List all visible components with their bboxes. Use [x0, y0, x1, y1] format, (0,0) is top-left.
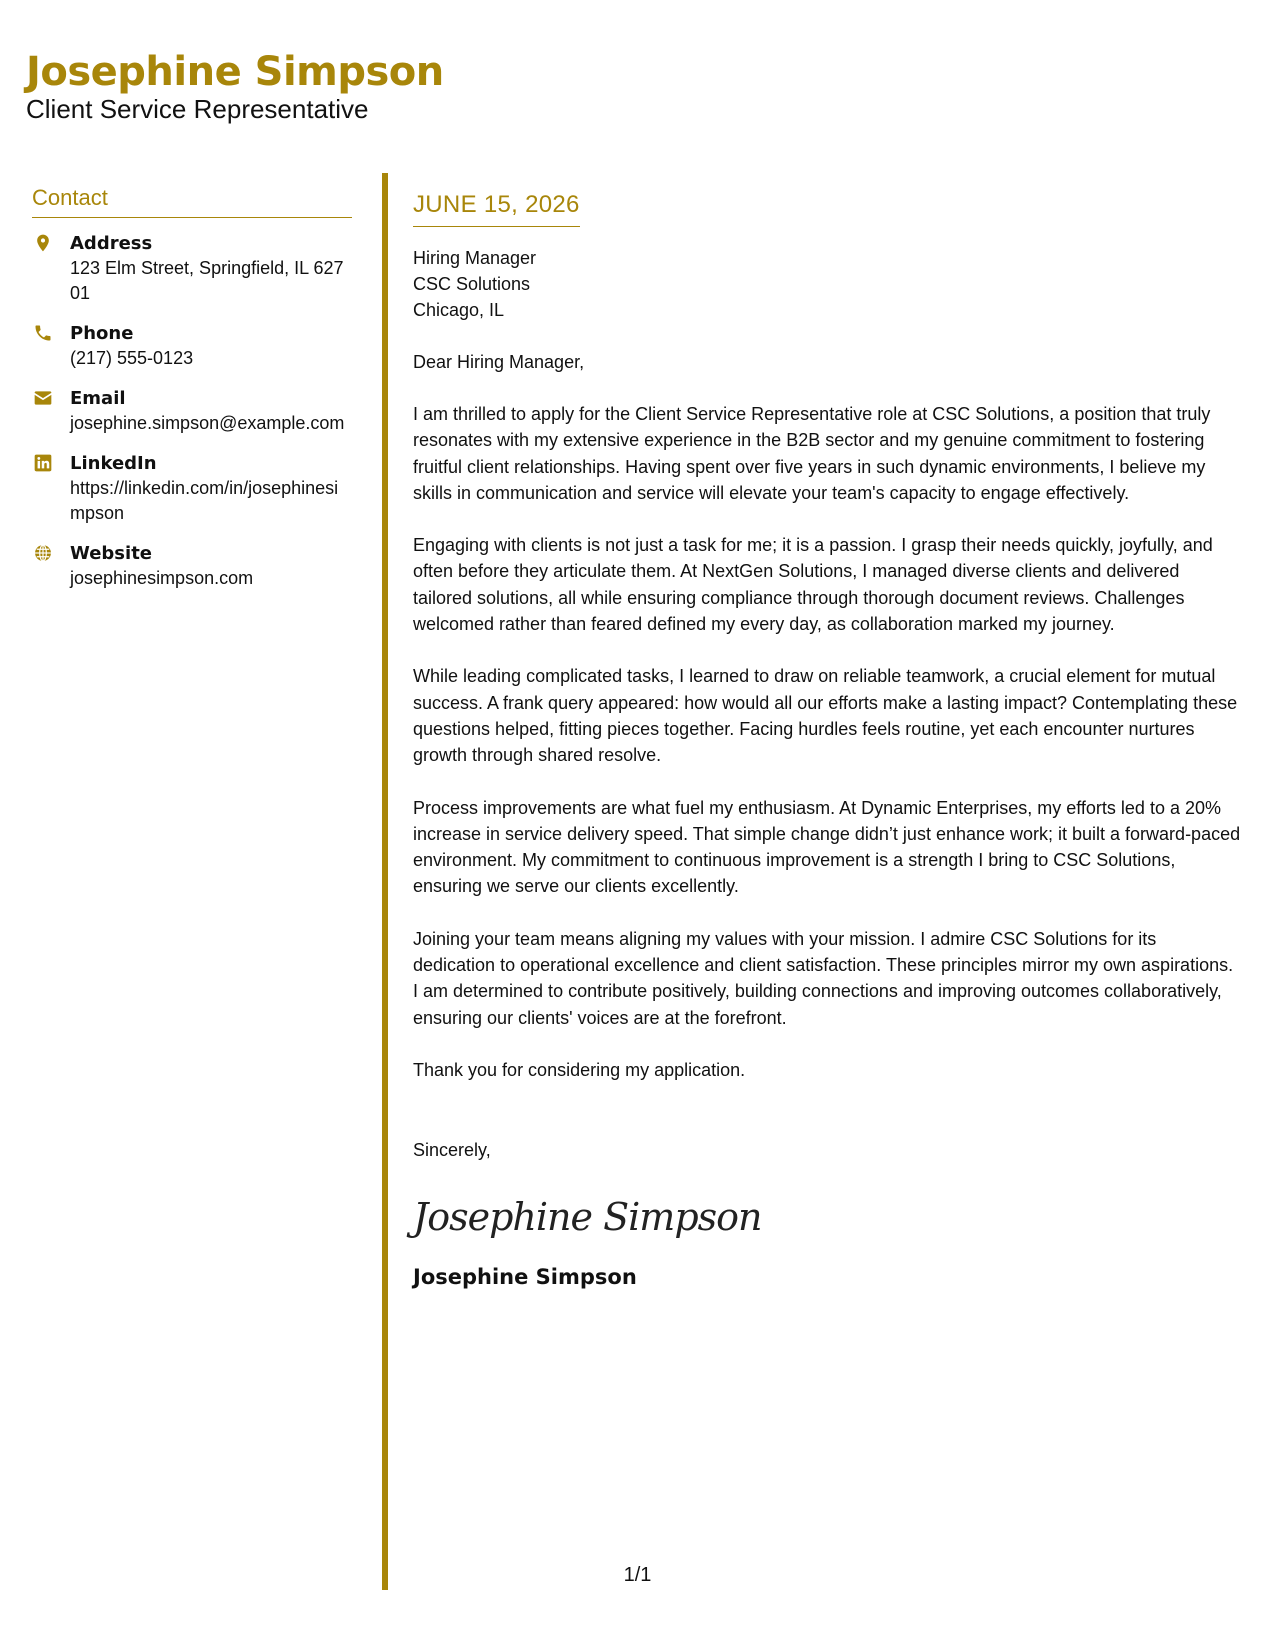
page-number: 1/1	[623, 1564, 652, 1586]
contact-value: (217) 555-0123	[70, 348, 194, 368]
phone-icon	[32, 322, 54, 344]
contact-label: Website	[70, 543, 153, 564]
contact-value[interactable]: https://linkedin.com/in/josephinesimpson	[70, 478, 339, 523]
contact-label: Address	[70, 233, 153, 254]
recipient-block	[413, 245, 1243, 323]
salutation: Dear Hiring Manager,	[413, 352, 585, 372]
contact-value[interactable]: josephinesimpson.com	[70, 568, 254, 588]
contact-label: Phone	[70, 323, 134, 344]
recipient-line: Chicago, IL	[413, 300, 505, 320]
contact-label: Email	[70, 388, 126, 409]
body-paragraph: I am thrilled to apply for the Client Service Representative role at CSC Solutions, a position that truly resonates with my extensive experience in the B2B sector and my genuine commitment to fostering fruitful client relationships. Having spent over five years in such dynamic environments, I believe my skills in communication and service will elevate your team's capacity to engage effectively.	[413, 404, 1211, 503]
signer-name: Josephine Simpson	[413, 1264, 637, 1289]
handwritten-signature: Josephine Simpson	[413, 1194, 762, 1239]
body-paragraph: While leading complicated tasks, I learned to draw on reliable teamwork, a crucial element for mutual success. A frank query appeared: how would all our efforts make a lasting impact? Contemplating these questions helped, fitting pieces together. Facing hurdles feels routine, yet each encounter nurtures growth through shared resolve.	[413, 666, 1238, 766]
contact-phone	[32, 322, 352, 371]
vertical-divider	[382, 173, 388, 1590]
contact-value: 123 Elm Street, Springfield, IL 62701	[70, 258, 344, 303]
letter-date: JUNE 15, 2026	[413, 190, 580, 227]
contact-website	[32, 542, 352, 591]
envelope-icon	[32, 387, 54, 409]
body-paragraph: Process improvements are what fuel my enthusiasm. At Dynamic Enterprises, my efforts led to a 20% increase in service delivery speed. That simple change didn’t just enhance work; it built a forward-paced environment. My commitment to continuous improvement is a strength I bring to CSC Solutions, ensuring we serve our clients excellently.	[413, 797, 1241, 897]
contact-value[interactable]: josephine.simpson@example.com	[70, 413, 345, 433]
applicant-role: Client Service Representative	[26, 94, 369, 124]
contact-section-title: Contact	[32, 185, 352, 218]
contact-sidebar	[32, 185, 352, 607]
body-paragraph: Engaging with clients is not just a task for me; it is a passion. I grasp their needs quickly, joyfully, and often before they articulate them. At NextGen Solutions, I managed diverse clients and delivered tailored solutions, all while ensuring compliance through thorough document reviews. Challenges welcomed rather than feared defined my every day, as collaboration marked my journey.	[413, 535, 1213, 635]
contact-address	[32, 232, 352, 306]
linkedin-icon	[32, 452, 54, 474]
body-paragraph: Joining your team means aligning my values with your mission. I admire CSC Solutions for its dedication to operational excellence and client satisfaction. These principles mirror my own aspirations. I am determined to contribute positively, building connections and improving outcomes collaboratively, ensuring our clients' voices are at the forefront.	[413, 928, 1234, 1028]
globe-icon	[32, 542, 54, 564]
letter-header	[26, 48, 444, 124]
letter-body	[413, 190, 1243, 1291]
recipient-line: Hiring Manager	[413, 248, 537, 268]
contact-label: LinkedIn	[70, 453, 157, 474]
signoff: Sincerely,	[413, 1139, 491, 1160]
contact-linkedin	[32, 452, 352, 526]
applicant-name: Josephine Simpson	[26, 49, 444, 95]
contact-email	[32, 387, 352, 436]
closing-thanks: Thank you for considering my application.	[413, 1059, 746, 1080]
map-pin-icon	[32, 232, 54, 254]
recipient-line: CSC Solutions	[413, 274, 531, 294]
